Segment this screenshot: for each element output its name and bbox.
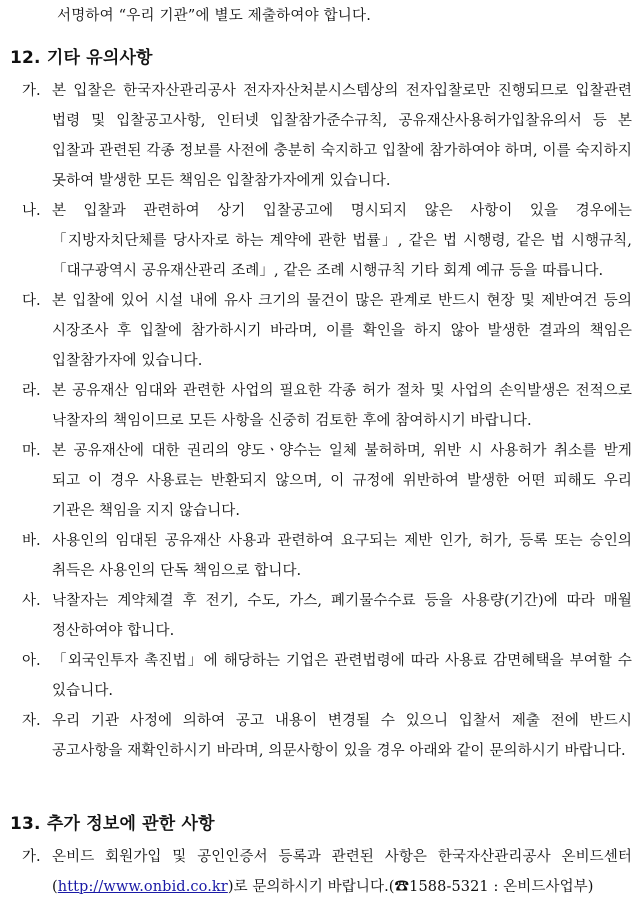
- list-item: [22, 526, 632, 586]
- section-12-heading: 12. 기타 유의사항: [10, 48, 153, 68]
- item-text: 본 공유재산 임대와 관련한 사업의 필요한 각종 허가 절차 및 사업의 손익발생은 전적으로 낙찰자의 책임이므로 모든 사항을 신중히 검토한 후에 참여하시기 바랍니다.: [52, 383, 632, 429]
- list-item: [22, 706, 632, 766]
- item-marker: 사.: [22, 593, 41, 609]
- item-text: 우리 기관 사정에 의하여 공고 내용이 변경될 수 있으니 입찰서 제출 전에 반드시 공고사항을 재확인하시기 바라며, 의문사항이 있을 경우 아래와 같이 문의하시기 바랍니다.: [52, 713, 632, 759]
- list-item: [22, 76, 632, 196]
- item-marker: 마.: [22, 443, 41, 459]
- item-marker: 다.: [22, 293, 41, 309]
- item-text: 본 입찰에 있어 시설 내에 유사 크기의 물건이 많은 관계로 반드시 현장 및 제반여건 등의 시장조사 후 입찰에 참가하시기 바라며, 이를 확인을 하지 않아 발생한 결과의 책임은 입찰참가자에 있습니다.: [52, 293, 632, 369]
- list-item: [22, 646, 632, 706]
- item-text: 본 공유재산에 대한 권리의 양도ㆍ양수는 일체 불허하며, 위반 시 사용허가 취소를 받게 되고 이 경우 사용료는 반환되지 않으며, 이 규정에 위반하여 발생한 어떤 피해도 우리 기관은 책임을 지지 않습니다.: [52, 443, 632, 519]
- onbid-link[interactable]: http://www.onbid.co.kr: [57, 879, 228, 895]
- item-text: 본 입찰과 관련하여 상기 입찰공고에 명시되지 않은 사항이 있을 경우에는 「지방자치단체를 당사자로 하는 계약에 관한 법률」, 같은 법 시행령, 같은 법 시행규칙,「대구광역시 공유재산관리 조례」, 같은 조례 시행규칙 기타 회계 예규 등을 따릅니다.: [52, 203, 632, 279]
- item-text: 낙찰자는 계약체결 후 전기, 수도, 가스, 폐기물수수료 등을 사용량(기간)에 따라 매월 정산하여야 합니다.: [52, 593, 632, 639]
- item-marker: 아.: [22, 653, 41, 669]
- item-text-after: )로 문의하시기 바랍니다.(☎1588-5321 : 온비드사업부): [227, 879, 594, 895]
- list-item: [22, 286, 632, 376]
- item-marker: 가.: [22, 849, 41, 865]
- list-item: [22, 376, 632, 436]
- section-13-list: [22, 842, 632, 902]
- continuation-text: 서명하여 “우리 기관”에 별도 제출하여야 합니다.: [57, 8, 372, 24]
- list-item: [22, 842, 632, 902]
- item-text: 본 입찰은 한국자산관리공사 전자자산처분시스템상의 전자입찰로만 진행되므로 입찰관련 법령 및 입찰공고사항, 인터넷 입찰참가준수규칙, 공유재산사용허가입찰유의서 등 본 입찰과 관련된 각종 정보를 사전에 충분히 숙지하고 입찰에 참가하여야 하며, 이를 숙지하지 못하여 발생한 모든 책임은 입찰참가자에게 있습니다.: [52, 83, 632, 189]
- list-item: [22, 196, 632, 286]
- list-item: [22, 436, 632, 526]
- item-text-before: 온비드 회원가입 및 공인인증서 등록과 관련된 사항은 한국자산관리공사 온비드센터 (: [52, 849, 632, 895]
- item-marker: 가.: [22, 83, 41, 99]
- item-marker: 자.: [22, 713, 41, 729]
- list-item: [22, 586, 632, 646]
- item-text: 사용인의 임대된 공유재산 사용과 관련하여 요구되는 제반 인가, 허가, 등록 또는 승인의 취득은 사용인의 단독 책임으로 합니다.: [52, 533, 632, 579]
- item-marker: 라.: [22, 383, 41, 399]
- item-text: [52, 842, 632, 902]
- item-text: 「외국인투자 촉진법」에 해당하는 기업은 관련법령에 따라 사용료 감면혜택을 부여할 수 있습니다.: [52, 653, 632, 699]
- section-12-list: [22, 76, 632, 766]
- item-marker: 나.: [22, 203, 41, 219]
- item-marker: 바.: [22, 533, 41, 549]
- section-13-heading: 13. 추가 정보에 관한 사항: [10, 814, 215, 834]
